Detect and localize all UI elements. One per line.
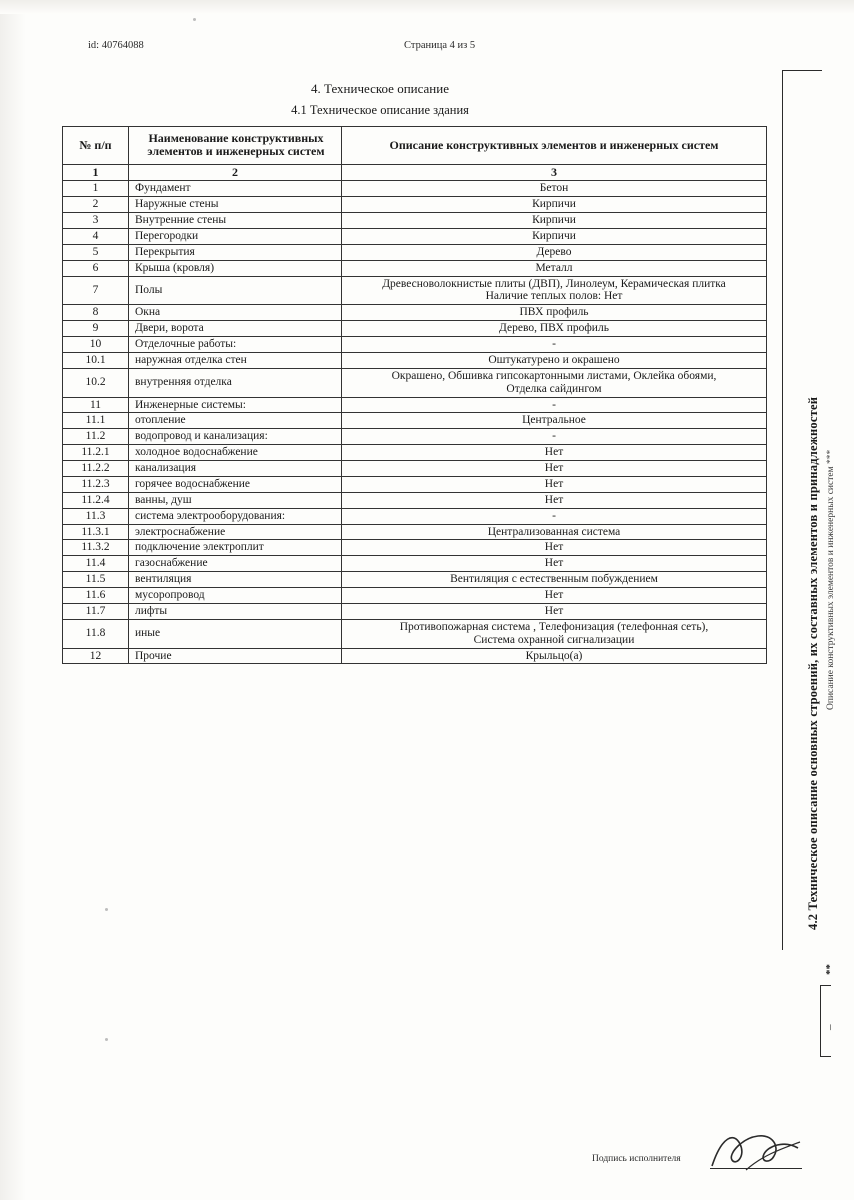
row-element-name: вентиляция <box>129 572 342 588</box>
scan-speck <box>105 908 108 911</box>
row-element-description: - <box>342 429 767 445</box>
row-number: 11.3.1 <box>63 524 129 540</box>
table-row <box>63 305 767 321</box>
row-number: 11.1 <box>63 413 129 429</box>
scan-edge-top <box>0 0 854 14</box>
column-index-1: 1 <box>63 164 129 180</box>
row-number: 11.8 <box>63 619 129 648</box>
row-number: 11.4 <box>63 556 129 572</box>
table-row <box>63 244 767 260</box>
row-number: 11.2 <box>63 429 129 445</box>
row-number: 12 <box>63 648 129 664</box>
row-number: 11.5 <box>63 572 129 588</box>
row-element-name: Наружные стены <box>129 197 342 213</box>
row-element-description: Нет <box>342 540 767 556</box>
row-element-description: Кирпичи <box>342 197 767 213</box>
table-row <box>63 619 767 648</box>
sidebar-rotated-block <box>764 70 844 1120</box>
row-number: 10.1 <box>63 352 129 368</box>
header-col-description: Описание конструктивных элементов и инженерных систем <box>342 127 767 165</box>
table-row <box>63 492 767 508</box>
table-row <box>63 368 767 397</box>
table-row <box>63 181 767 197</box>
row-number: 5 <box>63 244 129 260</box>
row-element-description: - <box>342 508 767 524</box>
row-element-name: холодное водоснабжение <box>129 445 342 461</box>
row-element-name: Отделочные работы: <box>129 337 342 353</box>
row-number: 11.7 <box>63 603 129 619</box>
row-element-description: Нет <box>342 476 767 492</box>
row-element-name: отопление <box>129 413 342 429</box>
row-element-name: Двери, ворота <box>129 321 342 337</box>
table-row <box>63 540 767 556</box>
row-number: 11.2.4 <box>63 492 129 508</box>
table-row <box>63 337 767 353</box>
table-row <box>63 572 767 588</box>
table-row <box>63 461 767 477</box>
sidebar-subheading: Описание конструктивных элементов и инженерных систем *** <box>826 449 836 710</box>
table-row <box>63 445 767 461</box>
scan-speck <box>193 18 196 21</box>
table-column-number-row <box>63 164 767 180</box>
row-element-description: Крыльцо(а) <box>342 648 767 664</box>
row-element-description: Металл <box>342 260 767 276</box>
row-number: 6 <box>63 260 129 276</box>
row-element-name: Фундамент <box>129 181 342 197</box>
table-row <box>63 276 767 305</box>
table-row <box>63 352 767 368</box>
row-element-description: Центральное <box>342 413 767 429</box>
row-number: 11 <box>63 397 129 413</box>
row-number: 11.2.1 <box>63 445 129 461</box>
row-number: 11.6 <box>63 588 129 604</box>
row-number: 7 <box>63 276 129 305</box>
sidebar-top-rule <box>782 70 822 71</box>
row-element-description: Оштукатурено и окрашено <box>342 352 767 368</box>
row-element-name: водопровод и канализация: <box>129 429 342 445</box>
row-element-name: канализация <box>129 461 342 477</box>
table-body <box>63 181 767 664</box>
sidebar-heading: 4.2 Техническое описание основных строений, их составных элементов и принадлежностей <box>806 396 820 930</box>
table-row <box>63 197 767 213</box>
table-row <box>63 508 767 524</box>
table-row <box>63 429 767 445</box>
row-element-name: Окна <box>129 305 342 321</box>
row-element-name: иные <box>129 619 342 648</box>
table-row <box>63 524 767 540</box>
technical-description-table <box>62 126 767 664</box>
row-element-description: Противопожарная система , Телефонизация (телефонная сеть), Система охранной сигнализации <box>342 619 767 648</box>
row-number: 4 <box>63 228 129 244</box>
row-number: 11.3.2 <box>63 540 129 556</box>
table-row <box>63 213 767 229</box>
table-row <box>63 321 767 337</box>
row-element-name: Инженерные системы: <box>129 397 342 413</box>
section-title: 4. Техническое описание <box>311 81 449 96</box>
document-id: id: 40764088 <box>88 40 144 51</box>
row-element-description: - <box>342 337 767 353</box>
row-element-name: наружная отделка стен <box>129 352 342 368</box>
scan-speck <box>105 1038 108 1041</box>
sidebar-marker: ** <box>824 964 836 975</box>
table-header-row <box>63 127 767 165</box>
subsection-title: 4.1 Техническое описание здания <box>291 103 469 117</box>
row-element-name: подключение электроплит <box>129 540 342 556</box>
row-element-name: Крыша (кровля) <box>129 260 342 276</box>
header-col-number: № п/п <box>63 127 129 165</box>
row-element-name: внутренняя отделка <box>129 368 342 397</box>
row-element-description: - <box>342 397 767 413</box>
page-number-label: Страница 4 из 5 <box>404 40 476 51</box>
row-element-description: Нет <box>342 492 767 508</box>
sidebar-vertical-rule <box>782 70 783 950</box>
row-element-description: Вентиляция с естественным побуждением <box>342 572 767 588</box>
column-index-2: 2 <box>129 164 342 180</box>
row-element-description: Окрашено, Обшивка гипсокартонными листами, Оклейка обоями, Отделка сайдингом <box>342 368 767 397</box>
table-row <box>63 648 767 664</box>
row-number: 3 <box>63 213 129 229</box>
row-element-description: Дерево, ПВХ профиль <box>342 321 767 337</box>
row-element-name: Перегородки <box>129 228 342 244</box>
row-number: 11.2.3 <box>63 476 129 492</box>
row-element-description: Древесноволокнистые плиты (ДВП), Линолеум, Керамическая плитка Наличие теплых полов: Нет <box>342 276 767 305</box>
row-element-name: система электрооборудования: <box>129 508 342 524</box>
row-element-description: Нет <box>342 461 767 477</box>
sidebar-dash: – <box>824 1024 836 1030</box>
sidebar-bracket <box>820 985 831 1057</box>
header-col-name: Наименование конструктивных элементов и инженерных систем <box>129 127 342 165</box>
row-number: 11.3 <box>63 508 129 524</box>
row-element-description: Централизованная система <box>342 524 767 540</box>
row-element-description: Кирпичи <box>342 228 767 244</box>
row-element-description: Бетон <box>342 181 767 197</box>
table-row <box>63 260 767 276</box>
row-number: 1 <box>63 181 129 197</box>
table-row <box>63 588 767 604</box>
row-element-name: Перекрытия <box>129 244 342 260</box>
table-row <box>63 228 767 244</box>
table-row <box>63 413 767 429</box>
row-element-description: Дерево <box>342 244 767 260</box>
signature-label: Подпись исполнителя <box>592 1154 681 1164</box>
row-element-description: Нет <box>342 603 767 619</box>
signature-mark <box>706 1126 806 1172</box>
row-element-description: ПВХ профиль <box>342 305 767 321</box>
row-number: 10.2 <box>63 368 129 397</box>
row-element-name: горячее водоснабжение <box>129 476 342 492</box>
table-row <box>63 397 767 413</box>
row-number: 2 <box>63 197 129 213</box>
row-element-description: Кирпичи <box>342 213 767 229</box>
row-element-name: ванны, душ <box>129 492 342 508</box>
column-index-3: 3 <box>342 164 767 180</box>
table-row <box>63 603 767 619</box>
table-row <box>63 556 767 572</box>
row-element-name: Внутренние стены <box>129 213 342 229</box>
row-element-name: мусоропровод <box>129 588 342 604</box>
row-element-name: Прочие <box>129 648 342 664</box>
row-element-name: Полы <box>129 276 342 305</box>
scan-edge-left <box>0 0 26 1200</box>
row-element-name: электроснабжение <box>129 524 342 540</box>
row-element-name: лифты <box>129 603 342 619</box>
row-number: 9 <box>63 321 129 337</box>
row-element-description: Нет <box>342 556 767 572</box>
table-row <box>63 476 767 492</box>
row-number: 8 <box>63 305 129 321</box>
row-number: 10 <box>63 337 129 353</box>
row-number: 11.2.2 <box>63 461 129 477</box>
row-element-description: Нет <box>342 588 767 604</box>
row-element-name: газоснабжение <box>129 556 342 572</box>
row-element-description: Нет <box>342 445 767 461</box>
